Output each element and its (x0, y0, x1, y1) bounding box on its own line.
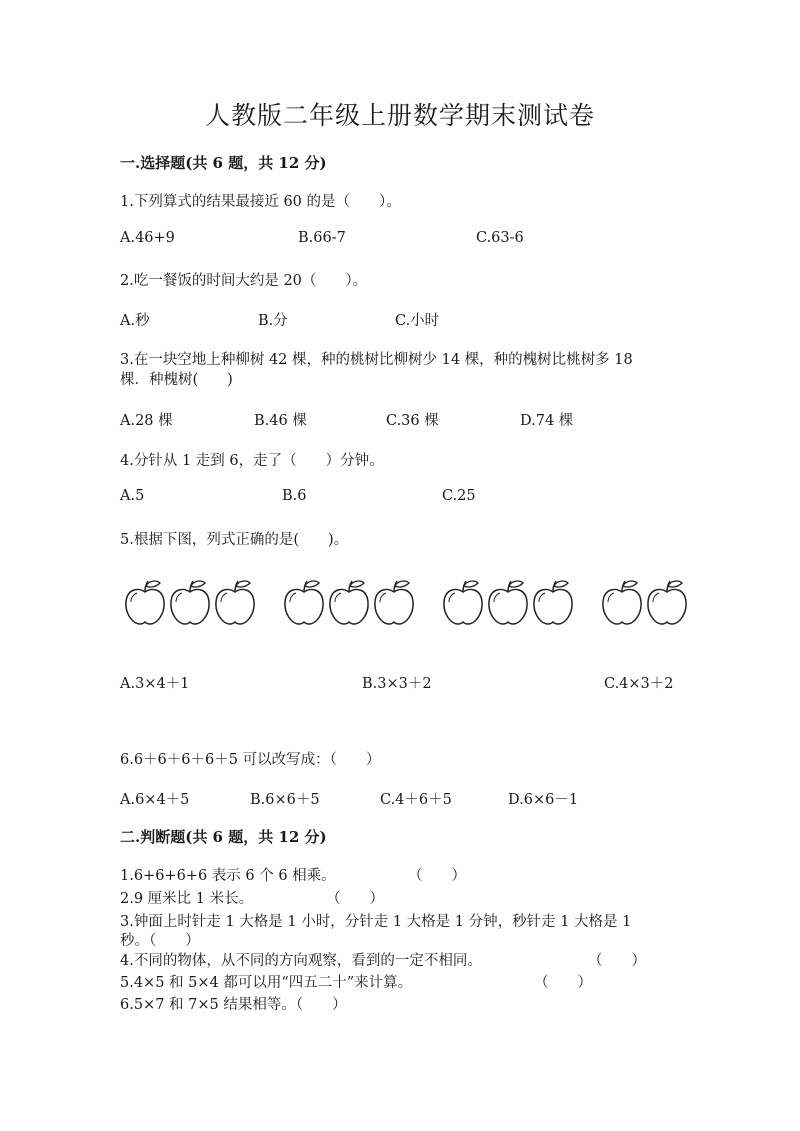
judgement-1: 1.6+6+6+6 表示 6 个 6 相乘。 (120, 868, 336, 884)
q5-option-a: A.3×4＋1 (120, 676, 190, 692)
q3-option-d: D.74 棵 (520, 413, 574, 429)
judgement-4: 4.不同的物体，从不同的方向观察，看到的一定不相同。 (120, 953, 482, 969)
apple-icon (600, 578, 644, 630)
q4-option-c: C.25 (442, 488, 476, 504)
q4-option-a: A.5 (120, 488, 145, 504)
apple-icon (213, 578, 257, 630)
page-title: 人教版二年级上册数学期末测试卷 (204, 101, 595, 130)
q6-option-d: D.6×6－1 (508, 792, 579, 808)
apple-figure (0, 578, 800, 634)
question-2: 2.吃一餐饭的时间大约是 20（ ）。 (120, 273, 368, 289)
q6-option-c: C.4＋6＋5 (380, 792, 452, 808)
question-6: 6.6＋6＋6＋6＋5 可以改写成：（ ） (120, 752, 381, 768)
q6-option-a: A.6×4＋5 (120, 792, 190, 808)
judgement-2: 2.9 厘米比 1 米长。 (120, 891, 254, 907)
judgement-6: 6.5×7 和 7×5 结果相等。（ ） (120, 997, 347, 1013)
apple-icon (486, 578, 530, 630)
apple-icon (123, 578, 167, 630)
q2-option-a: A.秒 (120, 313, 150, 329)
q1-option-b: B.66-7 (298, 230, 346, 246)
apple-icon (282, 578, 326, 630)
apple-icon (327, 578, 371, 630)
q3-option-a: A.28 棵 (120, 413, 173, 429)
q5-option-c: C.4×3＋2 (604, 676, 674, 692)
judgement-5-paren: （ ） (534, 975, 592, 991)
q6-option-b: B.6×6＋5 (250, 792, 320, 808)
apple-icon (441, 578, 485, 630)
question-1: 1.下列算式的结果最接近 60 的是（ ）。 (120, 194, 401, 210)
q1-option-c: C.63-6 (476, 230, 524, 246)
question-5: 5.根据下图，列式正确的是( )。 (120, 532, 349, 548)
q2-option-c: C.小时 (395, 313, 440, 329)
q4-option-b: B.6 (282, 488, 307, 504)
section-heading-judgement: 二.判断题(共 6 题，共 12 分) (120, 828, 327, 846)
q2-option-b: B.分 (258, 313, 288, 329)
judgement-5: 5.4×5 和 5×4 都可以用“四五二十”来计算。 (120, 975, 413, 991)
q3-option-b: B.46 棵 (254, 413, 307, 429)
judgement-3-line-2: 秒。（ ） (120, 933, 200, 949)
section-heading-choice: 一.选择题(共 6 题，共 12 分) (120, 154, 327, 172)
apple-icon (168, 578, 212, 630)
judgement-2-paren: （ ） (326, 891, 384, 907)
question-3-line-2: 棵．种槐树( ) (120, 372, 233, 388)
question-4: 4.分针从 1 走到 6，走了（ ）分钟。 (120, 453, 384, 469)
q5-option-b: B.3×3＋2 (362, 676, 432, 692)
q1-option-a: A.46+9 (120, 230, 175, 246)
q3-option-c: C.36 棵 (386, 413, 439, 429)
apple-icon (645, 578, 689, 630)
question-3: 3.在一块空地上种柳树 42 棵，种的桃树比柳树少 14 棵，种的槐树比桃树多 18 (120, 352, 633, 368)
judgement-1-paren: （ ） (408, 868, 466, 884)
judgement-4-paren: （ ） (588, 953, 646, 969)
apple-icon (531, 578, 575, 630)
judgement-3: 3.钟面上时针走 1 大格是 1 小时，分针走 1 大格是 1 分钟，秒针走 1 大格是 1 (120, 914, 632, 930)
apple-icon (372, 578, 416, 630)
